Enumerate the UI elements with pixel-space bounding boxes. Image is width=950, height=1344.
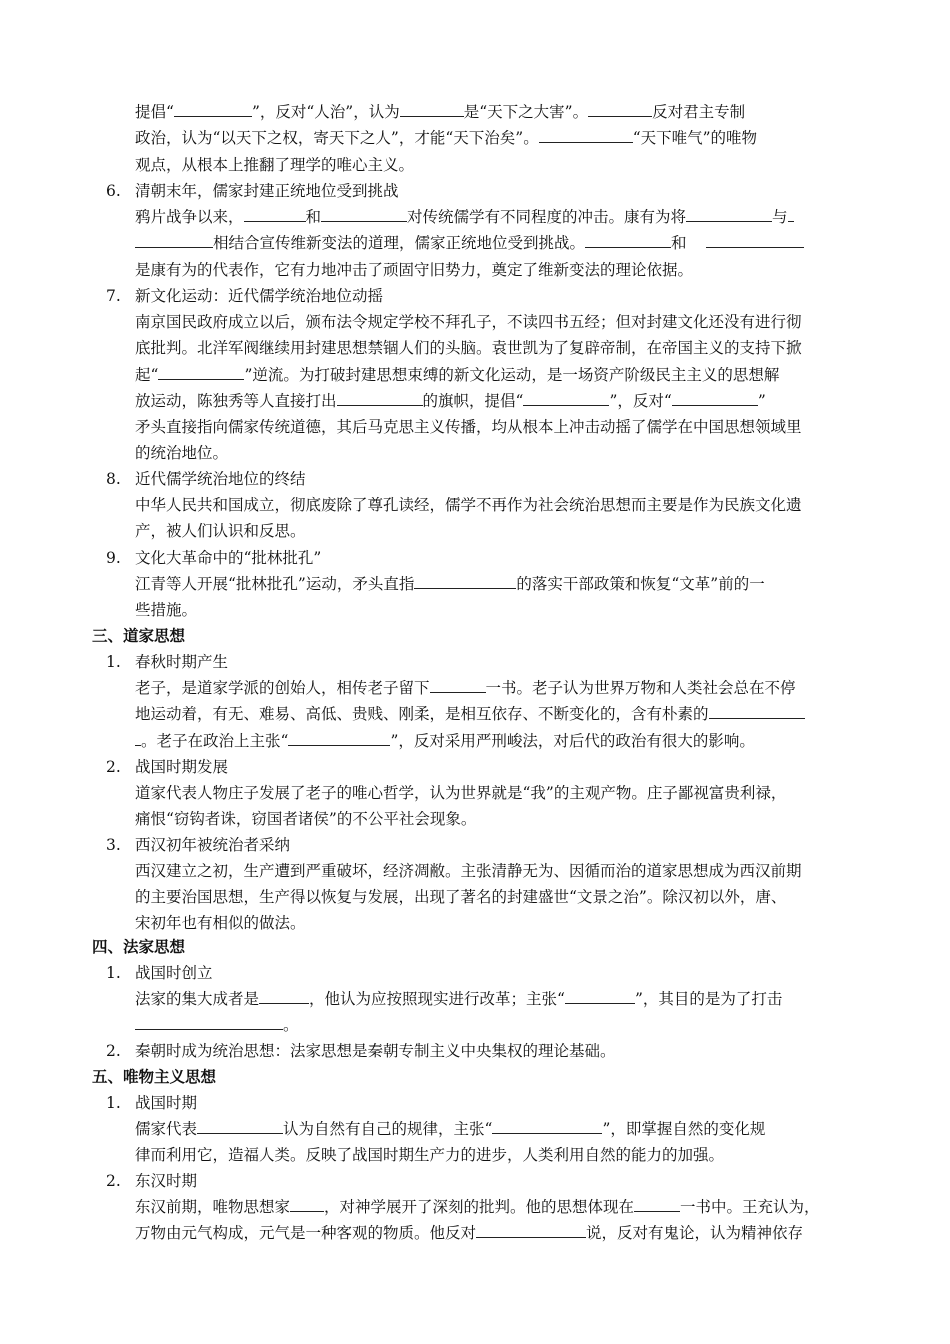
blank[interactable]	[414, 571, 516, 589]
item-line: 。老子在政治上主张“ ”，反对采用严刑峻法，对后代的政治有很大的影响。	[135, 728, 860, 754]
item-number: 8.	[106, 470, 121, 488]
item-line: 万物由元气构成，元气是一种客观的物质。他反对 说，反对有鬼论，认为精神依存	[135, 1220, 860, 1246]
blank[interactable]	[400, 99, 464, 117]
blank[interactable]	[197, 1116, 283, 1134]
item-line: 中华人民共和国成立，彻底废除了尊孔读经，儒学不再作为社会统治思想而主要是作为民族文化遗	[135, 496, 802, 514]
blank[interactable]	[672, 388, 758, 406]
blank[interactable]	[135, 230, 213, 248]
blank[interactable]	[709, 701, 805, 719]
item-line: 儒家代表 认为自然有自己的规律，主张“ ”，即掌握自然的变化规	[135, 1116, 860, 1142]
item-line: 江青等人开展“批林批孔”运动，矛头直指 的落实干部政策和恢复“文革”前的一	[135, 571, 860, 597]
item-line: 西汉建立之初，生产遭到严重破坏，经济凋敝。主张清静无为、因循而治的道家思想成为西汉前期	[135, 862, 802, 880]
item-line: 律而利用它，造福人类。反映了战国时期生产力的进步，人类利用自然的能力的加强。	[135, 1146, 725, 1164]
item-line: 放运动，陈独秀等人直接打出 的旗帜，提倡“ ”，反对“ ”	[135, 388, 860, 414]
item-number: 2.	[106, 1042, 121, 1060]
blank[interactable]	[585, 230, 671, 248]
section-heading: 四、法家思想	[92, 938, 186, 956]
intro-line-2: 政治，认为“以天下之权，寄天下之人”，才能“天下治矣”。 “天下唯气”的唯物	[135, 125, 860, 151]
blank[interactable]	[492, 1116, 602, 1134]
item-title: 近代儒学统治地位的终结	[135, 470, 306, 488]
item-number: 6.	[106, 182, 121, 200]
blank[interactable]	[290, 1194, 324, 1212]
item-number: 1.	[106, 653, 121, 671]
item-line: 东汉前期，唯物思想家 ，对神学展开了深刻的批判。他的思想体现在 一书中。王充认为，	[135, 1194, 860, 1220]
blank[interactable]	[539, 125, 633, 143]
blank[interactable]	[706, 230, 804, 248]
item-number: 3.	[106, 836, 121, 854]
item-line: 痛恨“窃钩者诛，窃国者诸侯”的不公平社会现象。	[135, 810, 477, 828]
item-line: 。	[135, 1012, 860, 1038]
blank[interactable]	[174, 99, 252, 117]
intro-line-3: 观点，从根本上推翻了理学的唯心主义。	[135, 156, 415, 174]
item-number: 2.	[106, 1172, 121, 1190]
item-line: 的统治地位。	[135, 444, 229, 462]
blank[interactable]	[565, 986, 635, 1004]
item-title: 战国时期	[135, 1094, 198, 1112]
blank[interactable]	[158, 362, 244, 380]
item-number: 1.	[106, 964, 121, 982]
blank[interactable]	[244, 204, 306, 222]
item-number: 2.	[106, 758, 121, 776]
item-line: 产，被人们认识和反思。	[135, 522, 306, 540]
item-number: 1.	[106, 1094, 121, 1112]
item-line: 宋初年也有相似的做法。	[135, 914, 306, 932]
blank[interactable]	[321, 204, 407, 222]
item-title: 西汉初年被统治者采纳	[135, 836, 291, 854]
blank[interactable]	[476, 1220, 586, 1238]
item-line: 相结合宣传维新变法的道理，儒家正统地位受到挑战。 和	[135, 230, 860, 256]
item-line: 是康有为的代表作，它有力地冲击了顽固守旧势力，奠定了维新变法的理论依据。	[135, 261, 694, 279]
intro-line-1: 提倡“ ”，反对“人治”，认为 是“天下之大害”。 反对君主专制	[135, 99, 860, 125]
blank[interactable]	[686, 204, 772, 222]
item-number: 9.	[106, 549, 121, 567]
item-title: 清朝末年，儒家封建正统地位受到挑战	[135, 182, 399, 200]
item-line: 底批判。北洋军阀继续用封建思想禁锢人们的头脑。袁世凯为了复辟帝制，在帝国主义的支持下掀	[135, 339, 802, 357]
blank[interactable]	[588, 99, 652, 117]
item-title: 东汉时期	[135, 1172, 198, 1190]
item-line: 老子，是道家学派的创始人，相传老子留下 一书。老子认为世界万物和人类社会总在不停	[135, 675, 860, 701]
blank[interactable]	[788, 204, 794, 222]
item-number: 7.	[106, 287, 121, 305]
item-line: 道家代表人物庄子发展了老子的唯心哲学，认为世界就是“我”的主观产物。庄子鄙视富贵利禄，	[135, 784, 787, 802]
section-heading: 三、道家思想	[92, 627, 186, 645]
blank[interactable]	[634, 1194, 680, 1212]
blank[interactable]	[259, 986, 309, 1004]
item-line: 的主要治国思想，生产得以恢复与发展，出现了著名的封建盛世“文景之治”。除汉初以外，唐、	[135, 888, 787, 906]
item-line: 起“ ”逆流。为打破封建思想束缚的新文化运动，是一场资产阶级民主主义的思想解	[135, 362, 860, 388]
item-title: 文化大革命中的“批林批孔”	[135, 549, 322, 567]
item-line: 法家的集大成者是 ，他认为应按照现实进行改革；主张“ ”，其目的是为了打击	[135, 986, 860, 1012]
blank[interactable]	[430, 675, 486, 693]
item-line: 矛头直接指向儒家传统道德，其后马克思主义传播，均从根本上冲击动摇了儒学在中国思想领域里	[135, 418, 802, 436]
item-title: 秦朝时成为统治思想：法家思想是秦朝专制主义中央集权的理论基础。	[135, 1042, 616, 1060]
item-line: 鸦片战争以来， 和 对传统儒学有不同程度的冲击。康有为将 与	[135, 204, 860, 230]
blank[interactable]	[288, 728, 390, 746]
item-title: 战国时期发展	[135, 758, 229, 776]
section-heading: 五、唯物主义思想	[92, 1068, 217, 1086]
blank[interactable]	[523, 388, 609, 406]
item-title: 新文化运动：近代儒学统治地位动摇	[135, 287, 384, 305]
blank[interactable]	[135, 1012, 283, 1030]
item-line: 南京国民政府成立以后，颁布法令规定学校不拜孔子，不读四书五经；但对封建文化还没有进行彻	[135, 313, 802, 331]
item-line: 些措施。	[135, 601, 198, 619]
item-title: 春秋时期产生	[135, 653, 229, 671]
item-line: 地运动着，有无、难易、高低、贵贱、刚柔，是相互依存、不断变化的，含有朴素的	[135, 701, 860, 727]
item-title: 战国时创立	[135, 964, 213, 982]
blank[interactable]	[337, 388, 423, 406]
